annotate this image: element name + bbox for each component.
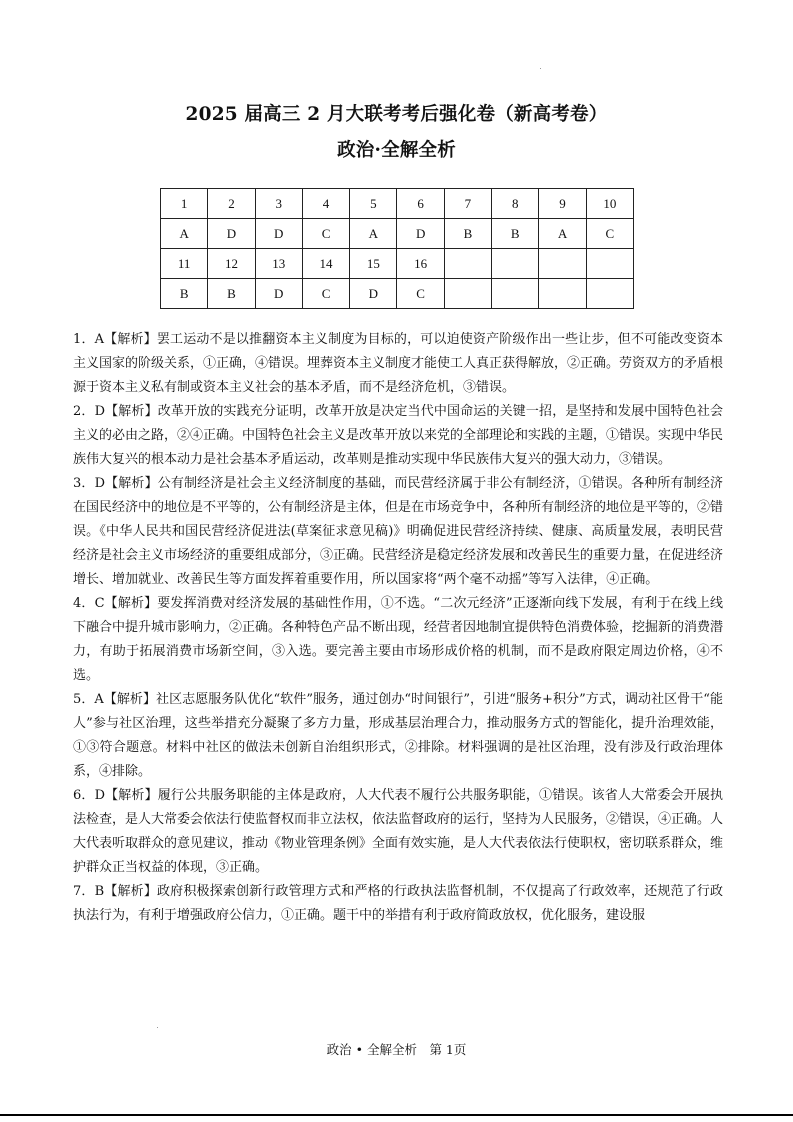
question-number-cell: 9 <box>539 189 586 219</box>
answer-key-table <box>160 188 634 309</box>
answer-cell: C <box>586 219 633 249</box>
answer-row <box>161 279 634 309</box>
explanation-paragraph <box>73 400 723 472</box>
question-label: 7．B【解析】 <box>73 884 157 899</box>
explanation-text: 履行公共服务职能的主体是政府，人大代表不履行公共服务职能，①错误。该省人大常委会开展执法检查，是人大常委会依法行使监督权而非立法权，依法监督政府的运行，坚持为人民服务，②错误，④正确。人大代表听取群众的意见建议，推动《物业管理条例》全面有效实施，是人大代表依法行使职权，密切联系群众，维护群众正当权益的体现，③正确。 <box>73 788 724 875</box>
scan-speck <box>157 1027 158 1028</box>
explanation-paragraph <box>73 472 723 592</box>
question-label: 5．A【解析】 <box>73 692 157 707</box>
explanation-paragraph <box>73 328 723 400</box>
question-number-cell: 12 <box>208 249 255 279</box>
question-number-cell <box>586 249 633 279</box>
explanation-text: 改革开放的实践充分证明，改革开放是决定当代中国命运的关键一招，是坚持和发展中国特色社会主义的必由之路，②④正确。中国特色社会主义是改革开放以来党的全部理论和实践的主题，①错误。实现中华民族伟大复兴的根本动力是社会基本矛盾运动，改革则是推动实现中华民族伟大复兴的强大动力，③错误。 <box>73 404 724 467</box>
question-number-cell: 10 <box>586 189 633 219</box>
question-number-cell: 3 <box>255 189 302 219</box>
scan-speck <box>540 68 541 69</box>
answer-cell <box>539 279 586 309</box>
page-footer: 政治 • 全解全析 第 1页 <box>326 1042 467 1057</box>
answer-cell <box>444 279 491 309</box>
question-number-cell: 4 <box>302 189 349 219</box>
question-label: 3．D【解析】 <box>73 476 158 491</box>
bottom-rule <box>0 1114 793 1116</box>
answer-cell <box>586 279 633 309</box>
answer-cell: B <box>208 279 255 309</box>
question-number-cell: 16 <box>397 249 444 279</box>
answer-cell: B <box>161 279 208 309</box>
question-number-row <box>161 249 634 279</box>
answer-cell <box>492 279 539 309</box>
answer-cell: A <box>350 219 397 249</box>
answer-cell: D <box>255 279 302 309</box>
answer-cell: C <box>302 219 349 249</box>
explanation-paragraph <box>73 880 723 928</box>
document-subtitle: 政治·全解全析 <box>337 140 456 161</box>
answer-cell: D <box>208 219 255 249</box>
question-label: 2．D【解析】 <box>73 404 158 419</box>
question-number-cell: 14 <box>302 249 349 279</box>
question-number-cell: 15 <box>350 249 397 279</box>
explanation-paragraph <box>73 592 723 688</box>
question-number-cell: 2 <box>208 189 255 219</box>
question-number-cell: 1 <box>161 189 208 219</box>
question-number-cell: 11 <box>161 249 208 279</box>
explanation-text: 社区志愿服务队优化“软件”服务，通过创办“时间银行”，引进“服务+积分”方式，调动社区骨干“能人”参与社区治理，这些举措充分凝聚了多方力量，形成基层治理合力，推动服务方式的智能化，提升治理效能，①③符合题意。材料中社区的做法未创新自治组织形式，②排除。材料强调的是社区治理，没有涉及行政治理体系，④排除。 <box>73 692 723 779</box>
explanation-paragraph <box>73 784 723 880</box>
document-title: 2025 届高三 2 月大联考考后强化卷（新高考卷） <box>185 104 608 125</box>
answer-cell: D <box>350 279 397 309</box>
question-number-cell <box>444 249 491 279</box>
question-number-cell: 6 <box>397 189 444 219</box>
explanation-text: 政府积极探索创新行政管理方式和严格的行政执法监督机制，不仅提高了行政效率，还规范了行政执法行为，有利于增强政府公信力，①正确。题干中的举措有利于政府简政放权，优化服务，建设服 <box>73 884 723 923</box>
question-label: 6．D【解析】 <box>73 788 158 803</box>
answer-cell: C <box>397 279 444 309</box>
question-number-cell <box>492 249 539 279</box>
question-number-cell: 7 <box>444 189 491 219</box>
question-number-cell: 5 <box>350 189 397 219</box>
answer-cell: A <box>161 219 208 249</box>
answer-cell: B <box>444 219 491 249</box>
question-number-cell: 8 <box>492 189 539 219</box>
answer-cell: B <box>492 219 539 249</box>
answer-cell: A <box>539 219 586 249</box>
answer-row <box>161 219 634 249</box>
explanation-text: 要发挥消费对经济发展的基础性作用，①不选。“二次元经济”正逐渐向线下发展，有利于在线上线下融合中提升城市影响力，②正确。各种特色产品不断出现，经营者因地制宜提供特色消费体验，挖掘新的消费潜力，有助于拓展消费市场新空间，③入选。要完善主要由市场形成价格的机制，而不是政府限定周边价格，④不选。 <box>73 596 724 683</box>
answer-cell: D <box>255 219 302 249</box>
explanation-text: 罢工运动不是以推翻资本主义制度为目标的，可以迫使资产阶级作出一些让步，但不可能改变资本主义国家的阶级关系，①正确，④错误。埋葬资本主义制度才能使工人真正获得解放，②正确。劳资双方的矛盾根源于资本主义私有制或资本主义社会的基本矛盾，而不是经济危机，③错误。 <box>73 332 724 395</box>
question-label: 4．C【解析】 <box>73 596 158 611</box>
explanation-text: 公有制经济是社会主义经济制度的基础，而民营经济属于非公有制经济，①错误。各种所有制经济在国民经济中的地位是不平等的，公有制经济是主体，但是在市场竞争中，各种所有制经济的地位是平等的，②错误。《中华人民共和国民营经济促进法(草案征求意见稿)》明确促进民营经济持续、健康、高质量发展，表明民营经济是社会主义市场经济的重要组成部分，③正确。民营经济是稳定经济发展和改善民生的重要力量，在促进经济增长、增加就业、改善民生等方面发挥着重要作用，所以国家将“两个毫不动摇”等写入法律，④正确。 <box>73 476 724 587</box>
answer-cell: C <box>302 279 349 309</box>
answer-cell: D <box>397 219 444 249</box>
question-number-row <box>161 189 634 219</box>
question-number-cell <box>539 249 586 279</box>
question-number-cell: 13 <box>255 249 302 279</box>
explanations-section <box>73 328 723 928</box>
explanation-paragraph <box>73 688 723 784</box>
question-label: 1．A【解析】 <box>73 332 157 347</box>
